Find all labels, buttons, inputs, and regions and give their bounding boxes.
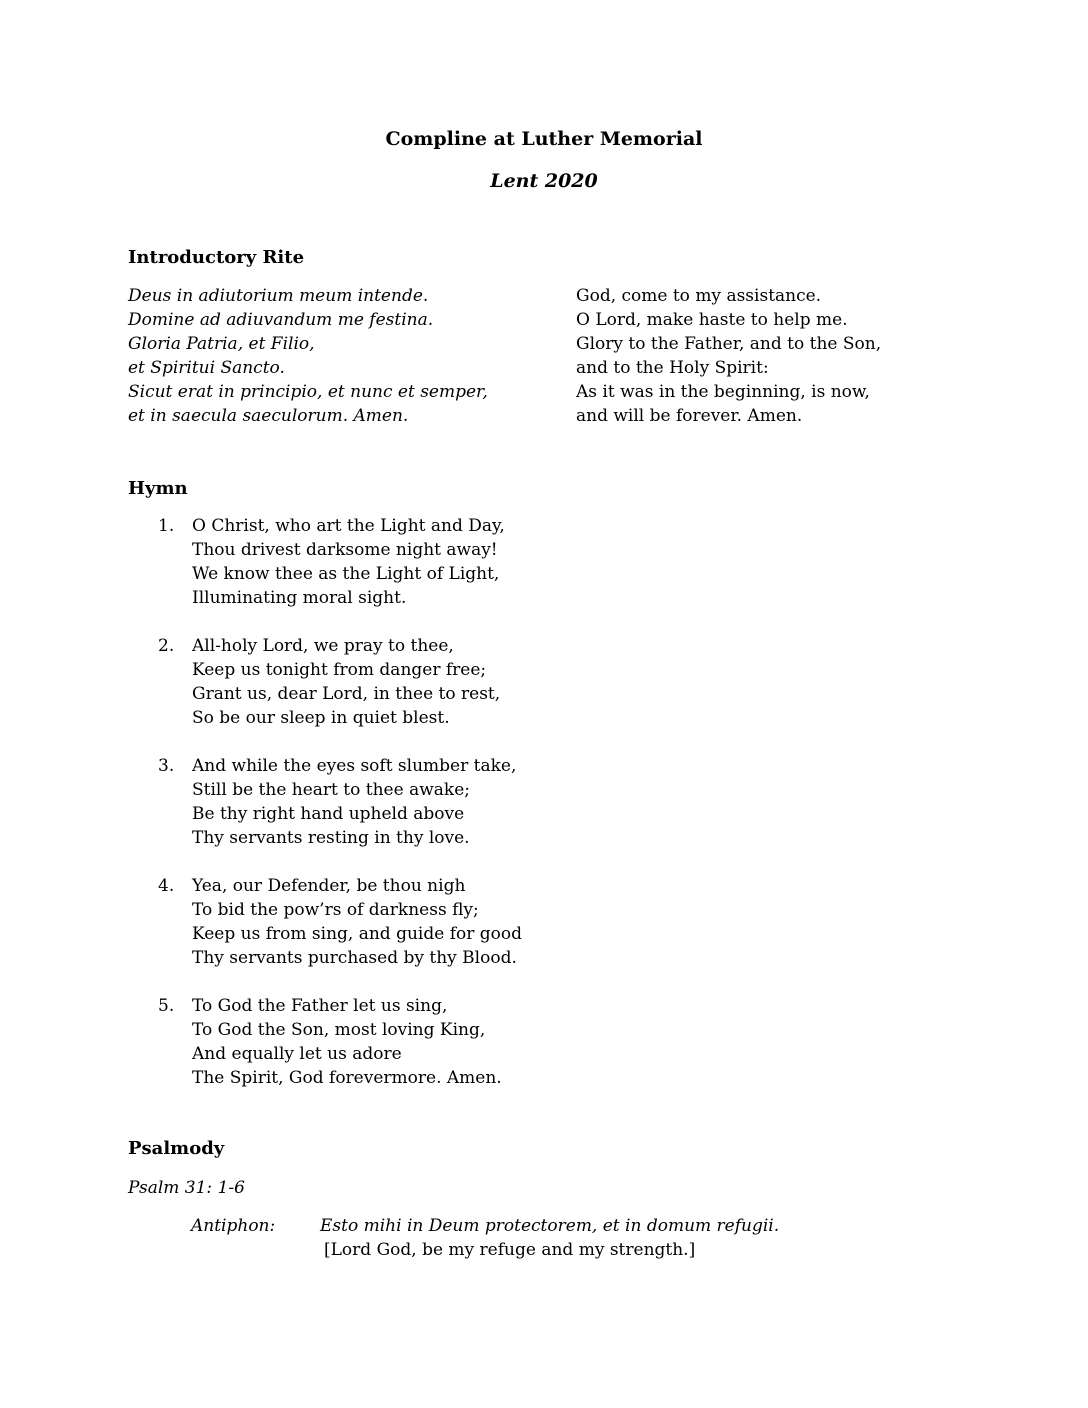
introductory-rite-latin (128, 284, 488, 428)
verse-line: To bid the pow’rs of darkness fly; (192, 900, 479, 920)
verse-line: To God the Son, most loving King, (192, 1020, 486, 1040)
verse-number: 1. (158, 516, 175, 536)
verse-line: Keep us tonight from danger free; (192, 660, 487, 680)
english-line: As it was in the beginning, is now, (576, 382, 870, 402)
verse-line: And while the eyes soft slumber take, (192, 756, 517, 776)
verse-line: The Spirit, God forevermore. Amen. (192, 1068, 502, 1088)
introductory-rite-heading: Introductory Rite (128, 247, 305, 268)
antiphon-latin: Esto mihi in Deum protectorem, et in domum refugii. (320, 1216, 780, 1236)
latin-line: et Spiritui Sancto. (128, 358, 285, 378)
antiphon-label: Antiphon: (191, 1216, 276, 1236)
english-line: O Lord, make haste to help me. (576, 310, 848, 330)
verse-line: Yea, our Defender, be thou nigh (192, 876, 466, 896)
antiphon-english: [Lord God, be my refuge and my strength.] (324, 1240, 696, 1260)
verse-line: Thy servants resting in thy love. (192, 828, 470, 848)
verse-line: So be our sleep in quiet blest. (192, 708, 450, 728)
verse-number: 4. (158, 876, 175, 896)
verse-line: And equally let us adore (192, 1044, 402, 1064)
english-line: Glory to the Father, and to the Son, (576, 334, 882, 354)
latin-line: Domine ad adiuvandum me festina. (128, 310, 434, 330)
psalmody-heading: Psalmody (128, 1138, 225, 1159)
latin-line: Gloria Patria, et Filio, (128, 334, 315, 354)
verse-line: To God the Father let us sing, (192, 996, 448, 1016)
latin-line: Sicut erat in principio, et nunc et semper, (128, 382, 488, 402)
page-title: Compline at Luther Memorial (385, 128, 703, 150)
verse-line: Be thy right hand upheld above (192, 804, 465, 824)
psalm-reference: Psalm 31: 1-6 (128, 1178, 245, 1198)
introductory-rite-english (576, 284, 881, 428)
verse-line: Thou drivest darksome night away! (192, 540, 498, 560)
verse-line: Still be the heart to thee awake; (192, 780, 470, 800)
verse-line: O Christ, who art the Light and Day, (192, 516, 505, 536)
english-line: God, come to my assistance. (576, 286, 822, 306)
hymn-heading: Hymn (128, 478, 188, 499)
verse-number: 5. (158, 996, 175, 1016)
page-subtitle: Lent 2020 (490, 170, 598, 192)
verse-number: 2. (158, 636, 175, 656)
latin-line: et in saecula saeculorum. Amen. (128, 406, 409, 426)
verse-line: All-holy Lord, we pray to thee, (192, 636, 454, 656)
latin-line: Deus in adiutorium meum intende. (128, 286, 429, 306)
english-line: and will be forever. Amen. (576, 406, 803, 426)
verse-line: Illuminating moral sight. (192, 588, 407, 608)
verse-line: Grant us, dear Lord, in thee to rest, (192, 684, 501, 704)
verse-line: We know thee as the Light of Light, (192, 564, 500, 584)
verse-line: Thy servants purchased by thy Blood. (192, 948, 517, 968)
verse-line: Keep us from sing, and guide for good (192, 924, 522, 944)
english-line: and to the Holy Spirit: (576, 358, 769, 378)
verse-number: 3. (158, 756, 175, 776)
